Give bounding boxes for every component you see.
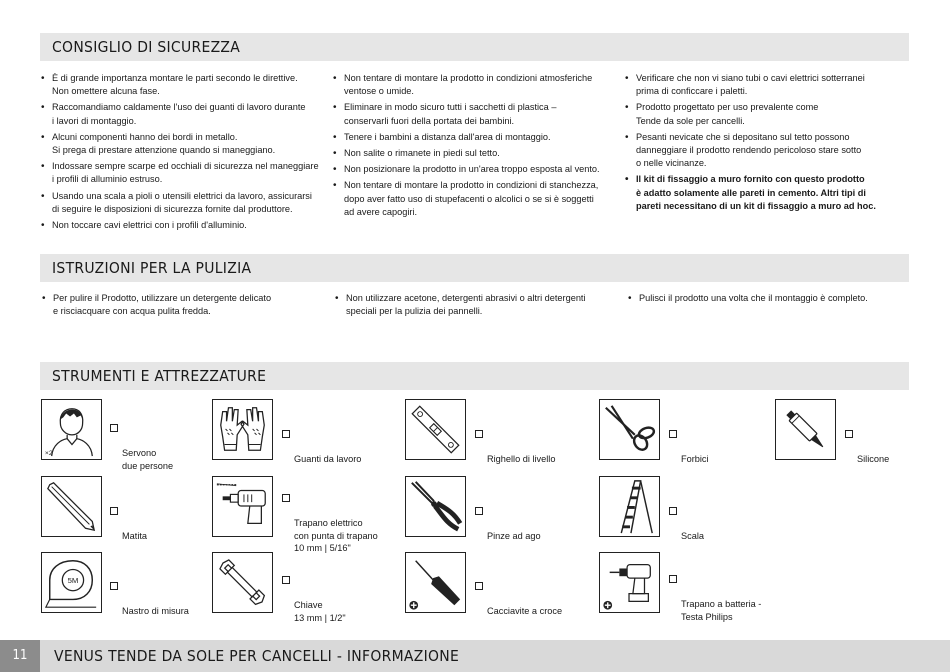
list-item: • Non tentare di montare la prodotto in condizioni atmosferiche ventose o umide. bbox=[333, 72, 613, 98]
gloves-icon bbox=[212, 399, 273, 460]
screwdriver-icon bbox=[405, 552, 466, 613]
list-item: • Non posizionare la prodotto in un'area troppo esposta al vento. bbox=[333, 163, 613, 176]
tool-label-tape: Nastro di misura bbox=[110, 580, 189, 618]
list-item: • Non toccare cavi elettrici con i profili d'alluminio. bbox=[41, 219, 321, 232]
safety-column-3 bbox=[625, 72, 885, 216]
wall-kit-warning: • Il kit di fissaggio a muro fornito con questo prodotto è adatto solamente alle pareti in cemento. Altri tipi di pareti necessitano di un kit di fissaggio a muro ad hoc. bbox=[625, 173, 885, 213]
checkbox[interactable] bbox=[669, 507, 677, 515]
checkbox[interactable] bbox=[845, 430, 853, 438]
drill-icon bbox=[212, 476, 273, 537]
silicone-gun-icon bbox=[775, 399, 836, 460]
badge-x2: ×2 bbox=[44, 450, 53, 458]
section-title-tools: STRUMENTI E ATTREZZATURE bbox=[40, 362, 909, 390]
footer-title: VENUS TENDE DA SOLE PER CANCELLI - INFORMAZIONE bbox=[54, 647, 460, 665]
tool-label-gloves: Guanti da lavoro bbox=[282, 428, 361, 466]
tool-label-drill: Trapano elettrico con punta di trapano 10 mm | 5/16" bbox=[282, 492, 378, 555]
section-title-safety: CONSIGLIO DI SICUREZZA bbox=[40, 33, 909, 61]
list-item: • Non utilizzare acetone, detergenti abrasivi o altri detergenti speciali per la pulizia dei pannelli. bbox=[335, 292, 615, 318]
list-item: • Alcuni componenti hanno dei bordi in metallo. Si prega di prestare attenzione quando si maneggiano. bbox=[41, 131, 321, 157]
section-title-cleaning: ISTRUZIONI PER LA PULIZIA bbox=[40, 254, 909, 282]
list-item: • Per pulire il Prodotto, utilizzare un detergente delicato e risciacquare con acqua pulita fredda. bbox=[42, 292, 322, 318]
ladder-icon bbox=[599, 476, 660, 537]
cleaning-column-3 bbox=[628, 292, 908, 308]
tool-label-level: Righello di livello bbox=[475, 428, 555, 466]
tool-label-silicone: Silicone bbox=[845, 428, 889, 466]
list-item: • Pulisci il prodotto una volta che il montaggio è completo. bbox=[628, 292, 908, 305]
list-item: • Tenere i bambini a distanza dall'area di montaggio. bbox=[333, 131, 613, 144]
list-item: • Non tentare di montare la prodotto in condizioni di stanchezza, dopo aver fatto uso di stupefacenti o alcolici o se si è soggetti ad avere capogiri. bbox=[333, 179, 613, 219]
list-item: • Raccomandiamo caldamente l'uso dei guanti di lavoro durante i lavori di montaggio. bbox=[41, 101, 321, 127]
checkbox[interactable] bbox=[475, 582, 483, 590]
list-item: • È di grande importanza montare le parti secondo le direttive. Non omettere alcuna fase. bbox=[41, 72, 321, 98]
list-item: • Indossare sempre scarpe ed occhiali di sicurezza nel maneggiare i profili di alluminio estruso. bbox=[41, 160, 321, 186]
checkbox[interactable] bbox=[110, 582, 118, 590]
tool-label-scissors: Forbici bbox=[669, 428, 709, 466]
list-item: • Eliminare in modo sicuro tutti i sacchetti di plastica – conservarli fuori della portata dei bambini. bbox=[333, 101, 613, 127]
checkbox[interactable] bbox=[669, 430, 677, 438]
list-item: • Prodotto progettato per uso prevalente come Tende da sole per cancelli. bbox=[625, 101, 885, 127]
safety-column-1 bbox=[41, 72, 321, 235]
list-item: • Non salite o rimanete in piedi sul tetto. bbox=[333, 147, 613, 160]
tool-label-pliers: Pinze ad ago bbox=[475, 505, 541, 543]
person-icon bbox=[41, 399, 102, 460]
tool-label-cordless-drill: Trapano a batteria - Testa Philips bbox=[669, 573, 761, 623]
tool-label-wrench: Chiave 13 mm | 1/2" bbox=[282, 574, 346, 624]
svg-text:5M: 5M bbox=[67, 575, 79, 585]
spirit-level-icon bbox=[405, 399, 466, 460]
tool-label-screwdriver: Cacciavite a croce bbox=[475, 580, 562, 618]
pencil-icon bbox=[41, 476, 102, 537]
tool-label-person: Servono due persone bbox=[110, 422, 173, 472]
tool-label-ladder: Scala bbox=[669, 505, 704, 543]
checkbox[interactable] bbox=[669, 575, 677, 583]
checkbox[interactable] bbox=[475, 507, 483, 515]
footer bbox=[0, 640, 950, 672]
checkbox[interactable] bbox=[475, 430, 483, 438]
checkbox[interactable] bbox=[110, 507, 118, 515]
cordless-drill-icon bbox=[599, 552, 660, 613]
list-item: • Pesanti nevicate che si depositano sul tetto possono danneggiare il prodotto rendendo pericoloso stare sotto o nelle vicinanze. bbox=[625, 131, 885, 171]
page-number: 11 bbox=[0, 640, 40, 672]
list-item: • Usando una scala a pioli o utensili elettrici da lavoro, assicurarsi di seguire le disposizioni di sicurezza fornite dal produttore. bbox=[41, 190, 321, 216]
checkbox[interactable] bbox=[282, 576, 290, 584]
wrench-icon bbox=[212, 552, 273, 613]
cleaning-column-2 bbox=[335, 292, 615, 321]
cleaning-column-1 bbox=[42, 292, 322, 321]
list-item: • Verificare che non vi siano tubi o cavi elettrici sotterranei prima di conficcare i paletti. bbox=[625, 72, 885, 98]
scissors-icon bbox=[599, 399, 660, 460]
tool-label-pencil: Matita bbox=[110, 505, 147, 543]
pliers-icon bbox=[405, 476, 466, 537]
checkbox[interactable] bbox=[282, 430, 290, 438]
checkbox[interactable] bbox=[282, 494, 290, 502]
measuring-tape-icon bbox=[41, 552, 102, 613]
checkbox[interactable] bbox=[110, 424, 118, 432]
safety-column-2 bbox=[333, 72, 613, 222]
